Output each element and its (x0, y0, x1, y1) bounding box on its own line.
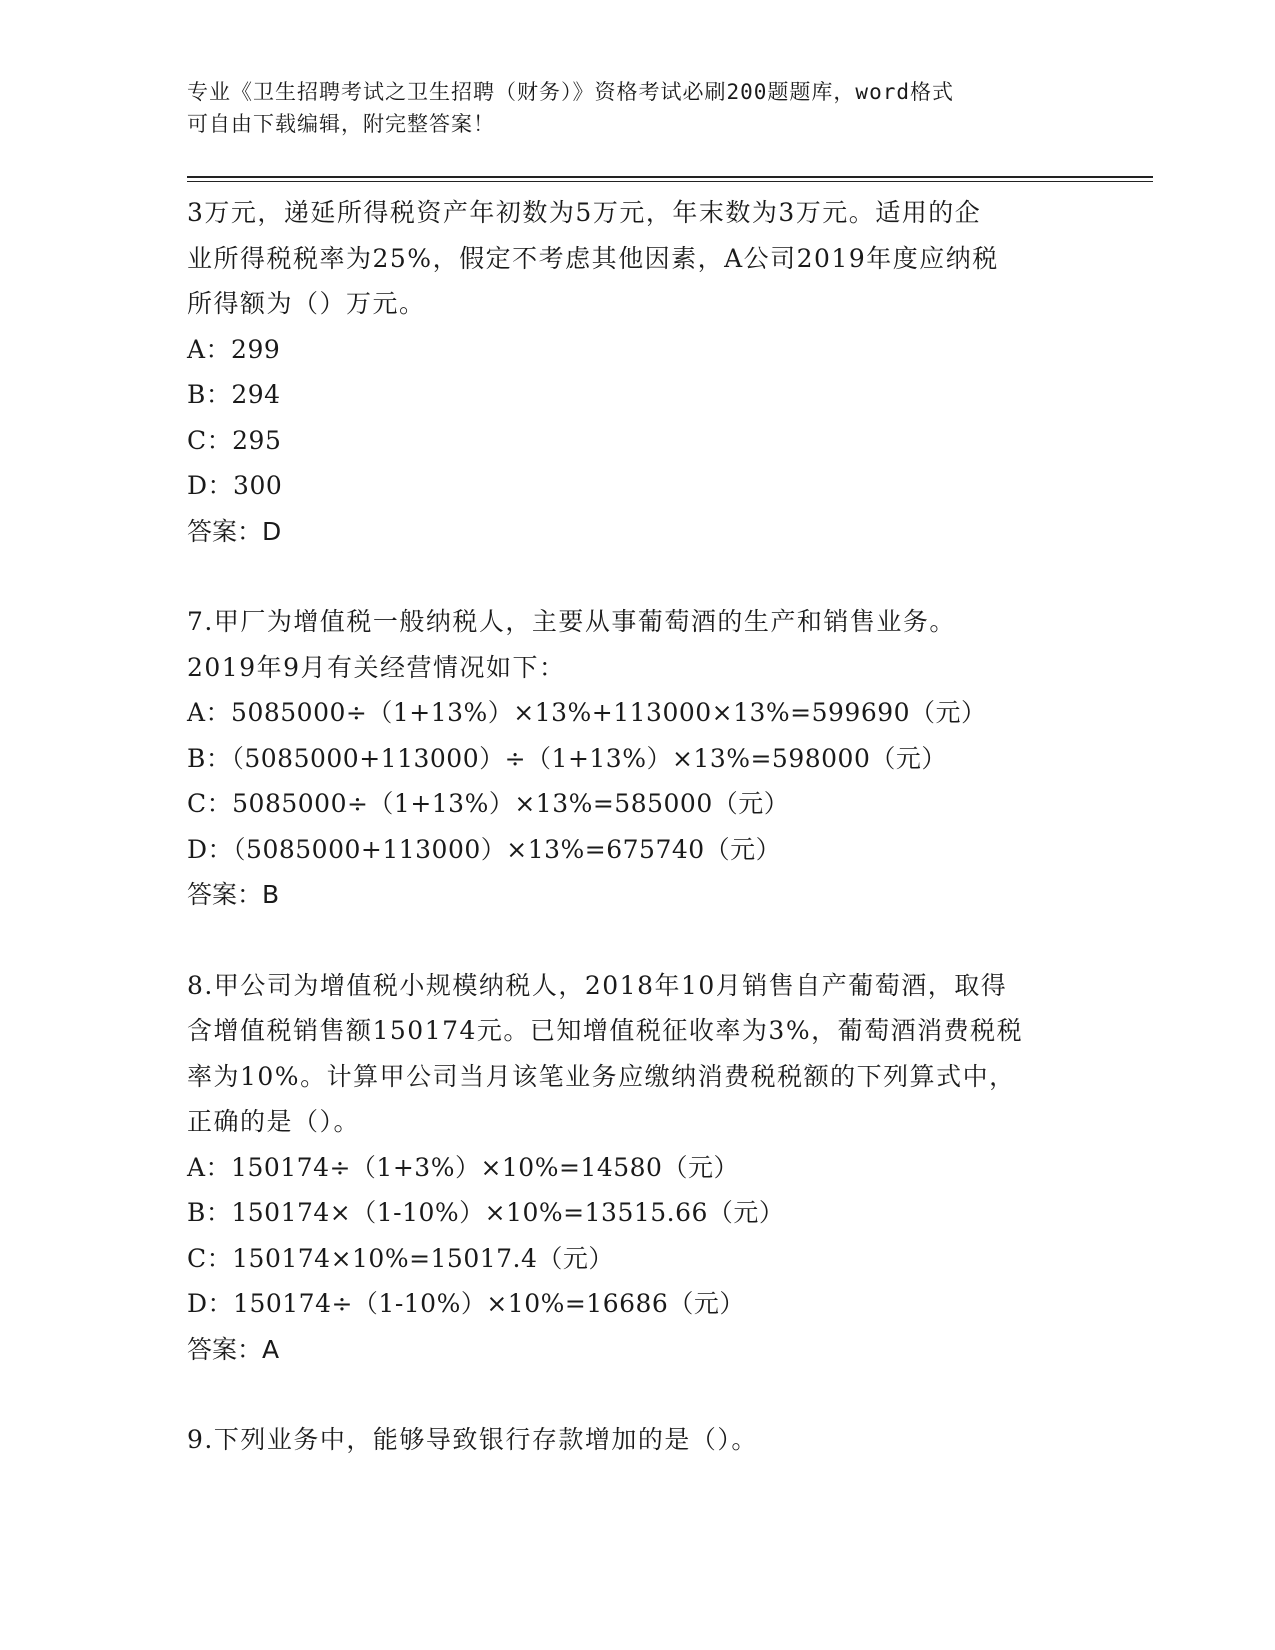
question-stem-line: 7.甲厂为增值税一般纳税人，主要从事葡萄酒的生产和销售业务。 (187, 607, 956, 636)
question-7 (187, 599, 1087, 918)
option-b: B：294 (187, 380, 281, 409)
answer-line: 答案：A (187, 1334, 280, 1364)
question-stem-line: 所得额为（）万元。 (187, 289, 426, 318)
answer-line: 答案：B (187, 880, 280, 909)
header-line-2: 可自由下载编辑，附完整答案！ (187, 112, 495, 136)
question-stem-line: 2019年9月有关经营情况如下： (187, 652, 566, 682)
option-d: D：（5085000+113000）×13%=675740（元） (187, 834, 782, 864)
question-8 (187, 963, 1087, 1373)
header-divider-thin (187, 181, 1153, 182)
question-stem-line: 率为10%。计算甲公司当月该笔业务应缴纳消费税税额的下列算式中， (187, 1061, 1016, 1091)
question-stem-line: 8.甲公司为增值税小规模纳税人，2018年10月销售自产葡萄酒，取得 (187, 970, 1008, 1000)
option-b: B：150174×（1-10%）×10%=13515.66（元） (187, 1198, 785, 1227)
option-c: C：295 (187, 425, 282, 455)
option-a: A：150174÷（1+3%）×10%=14580（元） (187, 1152, 739, 1182)
question-9 (187, 1417, 1087, 1463)
question-stem-line: 9.下列业务中，能够导致银行存款增加的是（）。 (187, 1425, 758, 1454)
answer-line: 答案：D (187, 516, 282, 546)
option-a: A：5085000÷（1+13%）×13%+113000×13%=599690（元） (187, 698, 987, 727)
question-stem-line: 正确的是（）。 (187, 1107, 361, 1136)
option-d: D：300 (187, 471, 283, 500)
option-c: C：150174×10%=15017.4（元） (187, 1243, 614, 1273)
question-stem-line: 3万元，递延所得税资产年初数为5万元，年末数为3万元。适用的企 (187, 198, 982, 227)
header-line-1: 专业《卫生招聘考试之卫生招聘（财务）》资格考试必刷200题题库，word格式 (187, 80, 954, 104)
page-header (187, 76, 1087, 140)
header-divider-thick (187, 176, 1153, 178)
option-a: A：299 (187, 334, 281, 364)
question-6 (187, 190, 1087, 554)
document-body (187, 190, 1087, 1463)
option-b: B：（5085000+113000）÷（1+13%）×13%=598000（元） (187, 743, 947, 773)
question-stem-line: 业所得税税率为25%，假定不考虑其他因素，A公司2019年度应纳税 (187, 243, 999, 273)
option-c: C：5085000÷（1+13%）×13%=585000（元） (187, 789, 790, 818)
option-d: D：150174÷（1-10%）×10%=16686（元） (187, 1289, 745, 1318)
question-stem-line: 含增值税销售额150174元。已知增值税征收率为3%，葡萄酒消费税税 (187, 1016, 1024, 1045)
